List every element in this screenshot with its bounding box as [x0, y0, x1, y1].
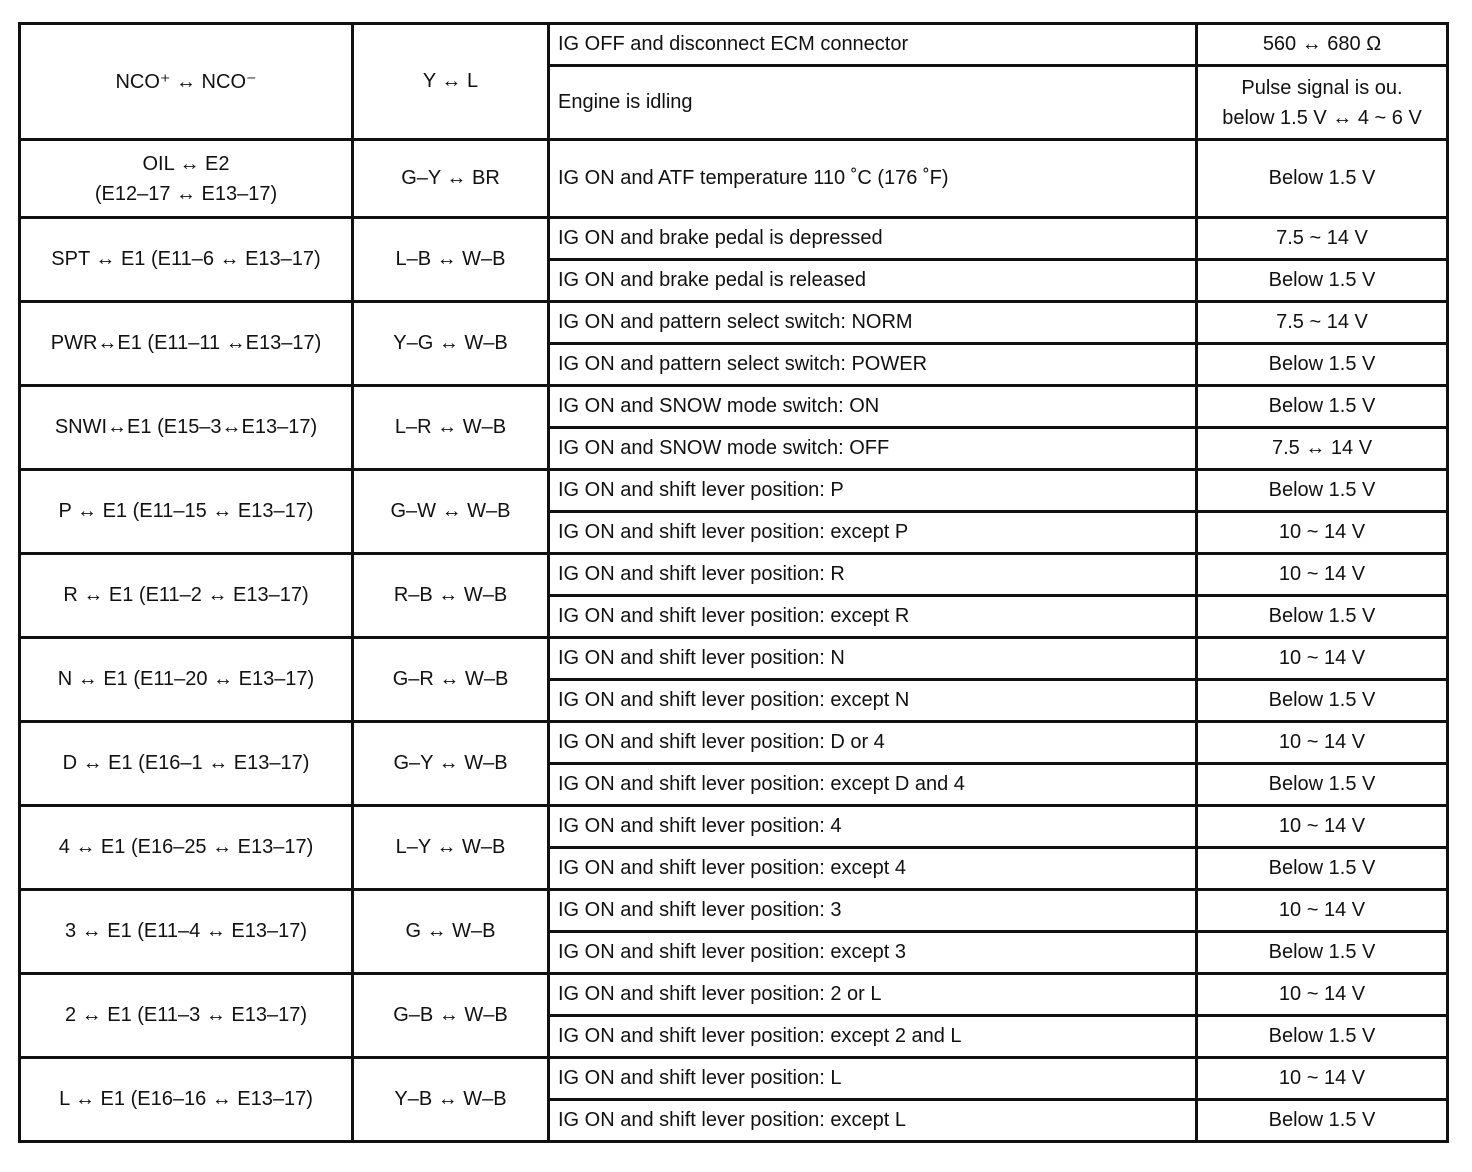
wiring-color-cell: G–W ↔ W–B: [353, 470, 549, 554]
specified-condition-cell: [1197, 1016, 1448, 1058]
table-row: [20, 386, 1448, 428]
spec-text: Below 1.5 V: [1268, 1025, 1376, 1047]
spec-text: 10 ~ 14 V: [1278, 563, 1366, 585]
condition-cell: IG ON and SNOW mode switch: OFF: [549, 428, 1197, 470]
condition-cell: IG ON and shift lever position: except P: [549, 512, 1197, 554]
specified-condition-cell: [1197, 764, 1448, 806]
table-row: [20, 1058, 1448, 1100]
terminal-text: D ↔ E1 (E16–1 ↔ E13–17): [62, 752, 310, 774]
terminal-cell: [20, 24, 353, 140]
specified-condition-cell: [1197, 344, 1448, 386]
terminal-text: P ↔ E1 (E11–15 ↔ E13–17): [58, 500, 314, 522]
spec-text: Below 1.5 V: [1268, 605, 1376, 627]
condition-cell: IG ON and shift lever position: R: [549, 554, 1197, 596]
spec-text: 10 ~ 14 V: [1278, 1067, 1366, 1089]
spec-text: Below 1.5 V: [1268, 353, 1376, 375]
condition-cell: IG ON and shift lever position: except 3: [549, 932, 1197, 974]
wiring-color-cell: Y–G ↔ W–B: [353, 302, 549, 386]
specified-condition-cell: [1197, 1100, 1448, 1142]
wiring-color-cell: L–Y ↔ W–B: [353, 806, 549, 890]
spec-text: 10 ~ 14 V: [1278, 647, 1366, 669]
wiring-color-cell: G–Y ↔ BR: [353, 140, 549, 218]
spec-text: Below 1.5 V: [1268, 941, 1376, 963]
spec-text: Below 1.5 V: [1268, 857, 1376, 879]
terminal-cell: [20, 890, 353, 974]
wiring-color-cell: G–R ↔ W–B: [353, 638, 549, 722]
wiring-color-cell: G–Y ↔ W–B: [353, 722, 549, 806]
terminal-text: (E12–17 ↔ E13–17): [94, 182, 278, 205]
specified-condition-cell: [1197, 140, 1448, 218]
specified-condition-cell: [1197, 554, 1448, 596]
terminal-text: R ↔ E1 (E11–2 ↔ E13–17): [63, 584, 309, 606]
specified-condition-cell: [1197, 848, 1448, 890]
table-row: [20, 638, 1448, 680]
condition-cell: IG ON and shift lever position: 3: [549, 890, 1197, 932]
spec-text: 7.5 ~ 14 V: [1276, 227, 1368, 249]
spec-text: 7.5 ↔ 14 V: [1271, 437, 1373, 459]
specified-condition-cell: [1197, 428, 1448, 470]
spec-text: 10 ~ 14 V: [1278, 899, 1366, 921]
terminal-cell: [20, 302, 353, 386]
condition-cell: IG ON and shift lever position: D or 4: [549, 722, 1197, 764]
terminal-cell: [20, 806, 353, 890]
spec-text: Below 1.5 V: [1268, 395, 1376, 417]
wiring-color-cell: R–B ↔ W–B: [353, 554, 549, 638]
condition-cell: IG ON and pattern select switch: NORM: [549, 302, 1197, 344]
terminal-cell: [20, 470, 353, 554]
spec-text: Below 1.5 V: [1268, 479, 1376, 501]
condition-cell: IG ON and brake pedal is released: [549, 260, 1197, 302]
terminal-inspection-table: [18, 22, 1449, 1143]
condition-cell: IG ON and pattern select switch: POWER: [549, 344, 1197, 386]
spec-text: Below 1.5 V: [1268, 773, 1376, 795]
terminal-inspection-table-wrapper: [18, 22, 1449, 1143]
wiring-color-cell: G ↔ W–B: [353, 890, 549, 974]
table-row: [20, 554, 1448, 596]
condition-cell: IG ON and shift lever position: L: [549, 1058, 1197, 1100]
specified-condition-cell: [1197, 66, 1448, 140]
condition-cell: IG ON and shift lever position: N: [549, 638, 1197, 680]
specified-condition-cell: [1197, 596, 1448, 638]
terminal-text: SPT ↔ E1 (E11–6 ↔ E13–17): [51, 248, 321, 270]
spec-text: Pulse signal is ou.: [1241, 76, 1403, 99]
terminal-cell: [20, 554, 353, 638]
table-row: [20, 722, 1448, 764]
terminal-cell: [20, 218, 353, 302]
specified-condition-cell: [1197, 302, 1448, 344]
condition-cell: IG ON and shift lever position: except L: [549, 1100, 1197, 1142]
specified-condition-cell: [1197, 386, 1448, 428]
terminal-text: OIL ↔ E2: [142, 152, 230, 175]
table-row: [20, 806, 1448, 848]
terminal-cell: [20, 1058, 353, 1142]
condition-cell: IG ON and shift lever position: except R: [549, 596, 1197, 638]
condition-cell: IG ON and shift lever position: except D and 4: [549, 764, 1197, 806]
table-row: [20, 24, 1448, 66]
condition-cell: IG ON and shift lever position: except N: [549, 680, 1197, 722]
table-row: [20, 140, 1448, 218]
specified-condition-cell: [1197, 470, 1448, 512]
specified-condition-cell: [1197, 680, 1448, 722]
specified-condition-cell: [1197, 24, 1448, 66]
terminal-cell: [20, 722, 353, 806]
terminal-text: NCO⁺ ↔ NCO⁻: [115, 71, 257, 93]
spec-text: 10 ~ 14 V: [1278, 521, 1366, 543]
spec-text: Below 1.5 V: [1268, 1109, 1376, 1131]
wiring-color-cell: L–R ↔ W–B: [353, 386, 549, 470]
specified-condition-cell: [1197, 260, 1448, 302]
table-row: [20, 218, 1448, 260]
terminal-text: N ↔ E1 (E11–20 ↔ E13–17): [57, 668, 315, 690]
condition-cell: IG ON and shift lever position: 2 or L: [549, 974, 1197, 1016]
condition-cell: IG ON and shift lever position: 4: [549, 806, 1197, 848]
terminal-cell: [20, 386, 353, 470]
terminal-cell: [20, 638, 353, 722]
condition-cell: IG ON and ATF temperature 110 ˚C (176 ˚F): [549, 140, 1197, 218]
terminal-text: 4 ↔ E1 (E16–25 ↔ E13–17): [58, 836, 314, 858]
specified-condition-cell: [1197, 722, 1448, 764]
terminal-cell: [20, 974, 353, 1058]
specified-condition-cell: [1197, 932, 1448, 974]
spec-text: Below 1.5 V: [1268, 269, 1376, 291]
spec-text: 7.5 ~ 14 V: [1276, 311, 1368, 333]
table-body: [20, 24, 1448, 1142]
terminal-cell: [20, 140, 353, 218]
condition-cell: IG OFF and disconnect ECM connector: [549, 24, 1197, 66]
condition-cell: IG ON and shift lever position: except 2 and L: [549, 1016, 1197, 1058]
specified-condition-cell: [1197, 890, 1448, 932]
condition-cell: IG ON and SNOW mode switch: ON: [549, 386, 1197, 428]
wiring-color-cell: Y ↔ L: [353, 24, 549, 140]
spec-text: below 1.5 V ↔ 4 ~ 6 V: [1222, 106, 1422, 129]
spec-text: 10 ~ 14 V: [1278, 983, 1366, 1005]
specified-condition-cell: [1197, 806, 1448, 848]
table-row: [20, 890, 1448, 932]
terminal-text: 2 ↔ E1 (E11–3 ↔ E13–17): [65, 1004, 307, 1026]
terminal-text: 3 ↔ E1 (E11–4 ↔ E13–17): [65, 920, 307, 942]
specified-condition-cell: [1197, 638, 1448, 680]
table-row: [20, 974, 1448, 1016]
spec-text: 560 ↔ 680 Ω: [1262, 33, 1382, 55]
wiring-color-cell: Y–B ↔ W–B: [353, 1058, 549, 1142]
condition-cell: IG ON and brake pedal is depressed: [549, 218, 1197, 260]
specified-condition-cell: [1197, 512, 1448, 554]
table-row: [20, 470, 1448, 512]
specified-condition-cell: [1197, 218, 1448, 260]
terminal-text: SNWI↔E1 (E15–3↔E13–17): [54, 416, 318, 438]
condition-cell: IG ON and shift lever position: except 4: [549, 848, 1197, 890]
terminal-text: PWR↔E1 (E11–11 ↔E13–17): [50, 332, 322, 354]
table-row: [20, 302, 1448, 344]
specified-condition-cell: [1197, 1058, 1448, 1100]
terminal-text: L ↔ E1 (E16–16 ↔ E13–17): [59, 1088, 313, 1110]
spec-text: Below 1.5 V: [1268, 689, 1376, 711]
wiring-color-cell: G–B ↔ W–B: [353, 974, 549, 1058]
specified-condition-cell: [1197, 974, 1448, 1016]
condition-cell: IG ON and shift lever position: P: [549, 470, 1197, 512]
wiring-color-cell: L–B ↔ W–B: [353, 218, 549, 302]
spec-text: 10 ~ 14 V: [1278, 815, 1366, 837]
condition-cell: Engine is idling: [549, 66, 1197, 140]
spec-text: Below 1.5 V: [1268, 167, 1376, 189]
spec-text: 10 ~ 14 V: [1278, 731, 1366, 753]
